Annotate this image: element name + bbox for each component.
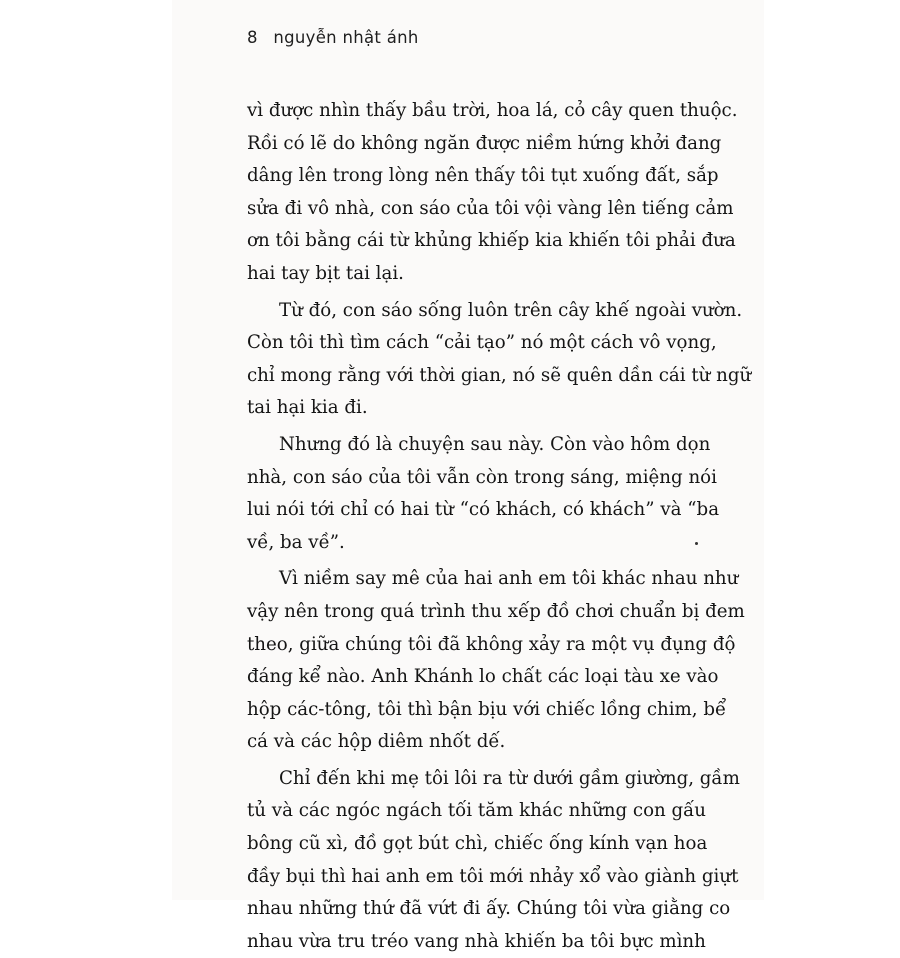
body-text — [247, 95, 752, 958]
text-line: Rồi có lẽ do không ngăn được niềm hứng khởi đang — [247, 132, 722, 154]
text-line: nhau những thứ đã vứt đi ấy. Chúng tôi vừa giằng co — [247, 898, 731, 920]
text-line: tủ và các ngóc ngách tối tăm khác những con gấu — [247, 800, 707, 822]
text-line: hai tay bịt tai lại. — [247, 262, 404, 284]
text-line: cá và các hộp diêm nhốt dế. — [247, 731, 506, 753]
text-line: chỉ mong rằng với thời gian, nó sẽ quên dần cái từ ngữ — [247, 364, 752, 386]
text-line: tai hại kia đi. — [247, 397, 368, 419]
text-line: nhà, con sáo của tôi vẫn còn trong sáng, miệng nói — [247, 466, 717, 488]
text-line: đáng kể nào. Anh Khánh lo chất các loại tàu xe vào — [247, 666, 719, 688]
author-name: nguyễn nhật ánh — [273, 28, 419, 47]
text-line: sửa đi vô nhà, con sáo của tôi vội vàng lên tiếng cảm — [247, 197, 734, 219]
ink-speck — [695, 542, 698, 545]
text-line: vì được nhìn thấy bầu trời, hoa lá, cỏ cây quen thuộc. — [247, 100, 738, 121]
paragraph-start-line: Vì niềm say mê của hai anh em tôi khác nhau như — [279, 568, 739, 590]
text-line: đầy bụi thì hai anh em tôi mới nhảy xổ vào giành giựt — [247, 865, 739, 887]
text-line: theo, giữa chúng tôi đã không xảy ra một vụ đụng độ — [247, 633, 736, 655]
page-number: 8 — [247, 28, 258, 47]
paragraph-start-line: Từ đó, con sáo sống luôn trên cây khế ngoài vườn. — [279, 299, 743, 321]
text-line: bông cũ xì, đồ gọt bút chì, chiếc ống kính vạn hoa — [247, 833, 708, 855]
running-header — [247, 28, 419, 47]
paragraph-start-line: Chỉ đến khi mẹ tôi lôi ra từ dưới gầm giường, gầm — [279, 767, 740, 789]
paragraph-start-line: Nhưng đó là chuyện sau này. Còn vào hôm dọn — [279, 433, 711, 455]
text-line: lui nói tới chỉ có hai từ “có khách, có khách” và “ba — [247, 499, 720, 521]
text-line: nhau vừa tru tréo vang nhà khiến ba tôi bực mình — [247, 930, 706, 952]
text-line: vậy nên trong quá trình thu xếp đồ chơi chuẩn bị đem — [247, 600, 745, 622]
text-line: về, ba về”. — [247, 531, 345, 553]
text-line: ơn tôi bằng cái từ khủng khiếp kia khiến tôi phải đưa — [247, 230, 736, 252]
text-line: hộp các-tông, tôi thì bận bịu với chiếc lồng chim, bể — [247, 698, 727, 720]
text-line: dâng lên trong lòng nên thấy tôi tụt xuống đất, sắp — [247, 165, 719, 187]
text-line: Còn tôi thì tìm cách “cải tạo” nó một cách vô vọng, — [247, 332, 717, 354]
